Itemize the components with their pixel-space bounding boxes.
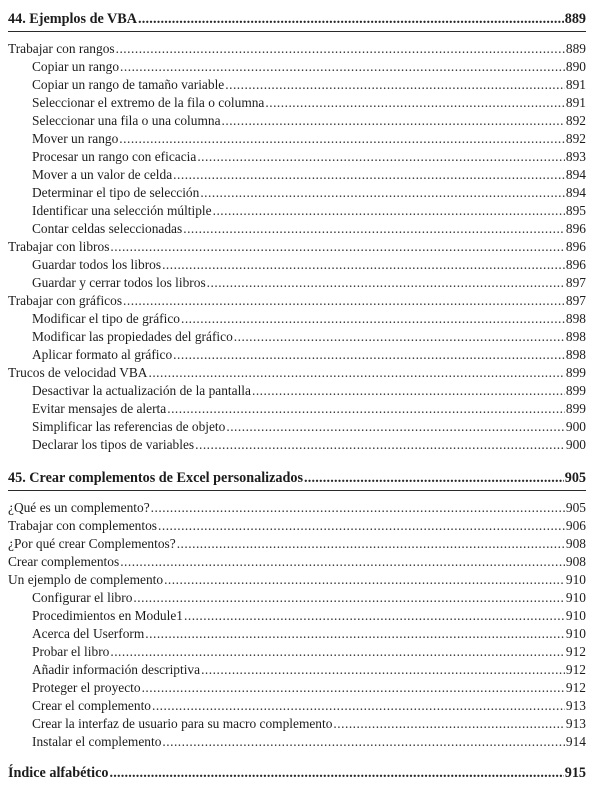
entry-title: Trabajar con rangos xyxy=(8,41,115,56)
entry-title: Añadir información descriptiva xyxy=(32,662,201,677)
entry-title: Probar el libro xyxy=(32,644,110,659)
dot-leader xyxy=(207,274,565,292)
dot-leader xyxy=(225,76,565,94)
dot-leader xyxy=(145,625,565,643)
entry-title: Declarar los tipos de variables xyxy=(32,437,195,452)
page-number: 915 xyxy=(564,765,586,781)
toc-entry[interactable] xyxy=(8,589,586,607)
dot-leader xyxy=(142,679,565,697)
page-number: 912 xyxy=(565,680,586,695)
entry-title: Copiar un rango de tamaño variable xyxy=(32,77,225,92)
entry-title: Modificar las propiedades del gráfico xyxy=(32,329,233,344)
page-number: 908 xyxy=(565,554,586,569)
dot-leader xyxy=(148,364,564,382)
toc-chapter-44[interactable] xyxy=(8,10,586,28)
entry-title: Desactivar la actualización de la pantalla xyxy=(32,383,251,398)
dot-leader xyxy=(173,346,565,364)
page-number: 912 xyxy=(565,662,586,677)
page-number: 890 xyxy=(565,59,586,74)
chapter-rule xyxy=(8,31,586,32)
chapter-title: Índice alfabético xyxy=(8,765,109,781)
entry-title: Trabajar con libros xyxy=(8,239,110,254)
toc-entry[interactable] xyxy=(8,202,586,220)
page-number: 910 xyxy=(565,590,586,605)
toc-entry[interactable] xyxy=(8,382,586,400)
page-number: 897 xyxy=(565,275,586,290)
page-number: 896 xyxy=(565,257,586,272)
dot-leader xyxy=(152,697,565,715)
entry-title: Simplificar las referencias de objeto xyxy=(32,419,226,434)
dot-leader xyxy=(181,310,565,328)
dot-leader xyxy=(183,220,565,238)
toc-entry[interactable] xyxy=(8,499,586,517)
page-number: 912 xyxy=(565,644,586,659)
entry-title: Mover un rango xyxy=(32,131,119,146)
entry-title: Aplicar formato al gráfico xyxy=(32,347,173,362)
toc-entry[interactable] xyxy=(8,94,586,112)
toc-entry[interactable] xyxy=(8,220,586,238)
page-number: 910 xyxy=(565,608,586,623)
toc-entry[interactable] xyxy=(8,112,586,130)
entry-title: Guardar y cerrar todos los libros xyxy=(32,275,206,290)
toc-entry[interactable] xyxy=(8,697,586,715)
chapter-title: 45. Crear complementos de Excel personalizados xyxy=(8,470,304,486)
chapter-rule xyxy=(8,490,586,491)
toc-entry[interactable] xyxy=(8,346,586,364)
entry-title: Seleccionar una fila o una columna xyxy=(32,113,221,128)
page-number: 892 xyxy=(565,113,586,128)
page-number: 906 xyxy=(565,518,586,533)
dot-leader xyxy=(162,256,565,274)
page-number: 905 xyxy=(564,470,586,486)
toc-entry[interactable] xyxy=(8,571,586,589)
toc-entry[interactable] xyxy=(8,364,586,382)
dot-leader xyxy=(226,418,565,436)
toc-entry[interactable] xyxy=(8,40,586,58)
page-number: 900 xyxy=(565,437,586,452)
dot-leader xyxy=(120,58,565,76)
dot-leader xyxy=(151,499,565,517)
entry-title: ¿Qué es un complemento? xyxy=(8,500,150,515)
page-number: 910 xyxy=(565,626,586,641)
page-number: 900 xyxy=(565,419,586,434)
toc-entry[interactable] xyxy=(8,625,586,643)
dot-leader xyxy=(167,400,565,418)
toc-entry[interactable] xyxy=(8,310,586,328)
page-number: 896 xyxy=(565,239,586,254)
dot-leader xyxy=(195,436,565,454)
toc-entry[interactable] xyxy=(8,184,586,202)
toc-entry[interactable] xyxy=(8,418,586,436)
toc-entry[interactable] xyxy=(8,643,586,661)
page-number: 889 xyxy=(564,11,586,27)
toc-chapter-index[interactable] xyxy=(8,764,586,782)
dot-leader xyxy=(333,715,564,733)
toc-entry[interactable] xyxy=(8,166,586,184)
page-number: 914 xyxy=(565,734,586,749)
dot-leader xyxy=(120,553,565,571)
page-number: 891 xyxy=(565,77,586,92)
entry-title: Evitar mensajes de alerta xyxy=(32,401,167,416)
entry-title: Trabajar con gráficos xyxy=(8,293,123,308)
dot-leader xyxy=(162,733,565,751)
page-number: 899 xyxy=(565,383,586,398)
entry-title: Identificar una selección múltiple xyxy=(32,203,212,218)
dot-leader xyxy=(200,184,565,202)
page-number: 898 xyxy=(565,329,586,344)
dot-leader xyxy=(197,148,565,166)
entry-title: Guardar todos los libros xyxy=(32,257,162,272)
dot-leader xyxy=(123,292,565,310)
toc-entry[interactable] xyxy=(8,76,586,94)
entry-title: Trucos de velocidad VBA xyxy=(8,365,148,380)
toc-entry[interactable] xyxy=(8,436,586,454)
entry-title: Proteger el proyecto xyxy=(32,680,141,695)
toc-entry[interactable] xyxy=(8,130,586,148)
page-number: 910 xyxy=(565,572,586,587)
toc-entry[interactable] xyxy=(8,328,586,346)
page-number: 913 xyxy=(565,716,586,731)
entry-title: Crear el complemento xyxy=(32,698,151,713)
page-number: 897 xyxy=(565,293,586,308)
entry-title: Trabajar con complementos xyxy=(8,518,157,533)
toc-entry[interactable] xyxy=(8,715,586,733)
toc-entry[interactable] xyxy=(8,274,586,292)
page-number: 894 xyxy=(565,185,586,200)
dot-leader xyxy=(116,40,565,58)
page-number: 898 xyxy=(565,311,586,326)
page-number: 892 xyxy=(565,131,586,146)
dot-leader xyxy=(184,607,565,625)
page-number: 895 xyxy=(565,203,586,218)
entry-title: Copiar un rango xyxy=(32,59,120,74)
entry-title: Seleccionar el extremo de la fila o columna xyxy=(32,95,265,110)
entry-title: ¿Por qué crear Complementos? xyxy=(8,536,176,551)
dot-leader xyxy=(222,112,565,130)
page-number: 899 xyxy=(565,401,586,416)
page-number: 894 xyxy=(565,167,586,182)
page-number: 891 xyxy=(565,95,586,110)
entry-title: Crear complementos xyxy=(8,554,120,569)
dot-leader xyxy=(234,328,565,346)
toc-entry[interactable] xyxy=(8,58,586,76)
page-number: 896 xyxy=(565,221,586,236)
entry-title: Contar celdas seleccionadas xyxy=(32,221,183,236)
entry-title: Determinar el tipo de selección xyxy=(32,185,200,200)
toc-chapter-45[interactable] xyxy=(8,469,586,487)
entry-title: Configurar el libro xyxy=(32,590,133,605)
toc-entry[interactable] xyxy=(8,148,586,166)
dot-leader xyxy=(119,130,565,148)
dot-leader xyxy=(109,764,563,782)
page-number: 899 xyxy=(565,365,586,380)
dot-leader xyxy=(164,571,565,589)
dot-leader xyxy=(201,661,565,679)
entry-title: Procedimientos en Module1 xyxy=(32,608,183,623)
entry-title: Un ejemplo de complemento xyxy=(8,572,164,587)
entry-title: Procesar un rango con eficacia xyxy=(32,149,197,164)
dot-leader xyxy=(158,517,565,535)
entry-title: Instalar el complemento xyxy=(32,734,162,749)
toc-entry[interactable] xyxy=(8,256,586,274)
toc-entry[interactable] xyxy=(8,517,586,535)
page-number: 905 xyxy=(565,500,586,515)
dot-leader xyxy=(110,238,565,256)
dot-leader xyxy=(213,202,565,220)
page-number: 908 xyxy=(565,536,586,551)
page-number: 893 xyxy=(565,149,586,164)
toc-entry[interactable] xyxy=(8,238,586,256)
toc-entry[interactable] xyxy=(8,400,586,418)
dot-leader xyxy=(304,469,564,487)
toc-entry[interactable] xyxy=(8,535,586,553)
entry-title: Modificar el tipo de gráfico xyxy=(32,311,180,326)
toc-entry[interactable] xyxy=(8,607,586,625)
page-number: 913 xyxy=(565,698,586,713)
dot-leader xyxy=(133,589,565,607)
toc-entry[interactable] xyxy=(8,553,586,571)
toc-entry[interactable] xyxy=(8,661,586,679)
dot-leader xyxy=(173,166,565,184)
entry-title: Mover a un valor de celda xyxy=(32,167,173,182)
page-number: 889 xyxy=(565,41,586,56)
entry-title: Acerca del Userform xyxy=(32,626,145,641)
toc-entry[interactable] xyxy=(8,292,586,310)
dot-leader xyxy=(252,382,565,400)
chapter-title: 44. Ejemplos de VBA xyxy=(8,11,138,27)
entry-title: Crear la interfaz de usuario para su macro complemento xyxy=(32,716,333,731)
toc-entry[interactable] xyxy=(8,733,586,751)
dot-leader xyxy=(177,535,565,553)
dot-leader xyxy=(110,643,565,661)
dot-leader xyxy=(138,10,564,28)
toc-entry[interactable] xyxy=(8,679,586,697)
dot-leader xyxy=(265,94,565,112)
page-number: 898 xyxy=(565,347,586,362)
